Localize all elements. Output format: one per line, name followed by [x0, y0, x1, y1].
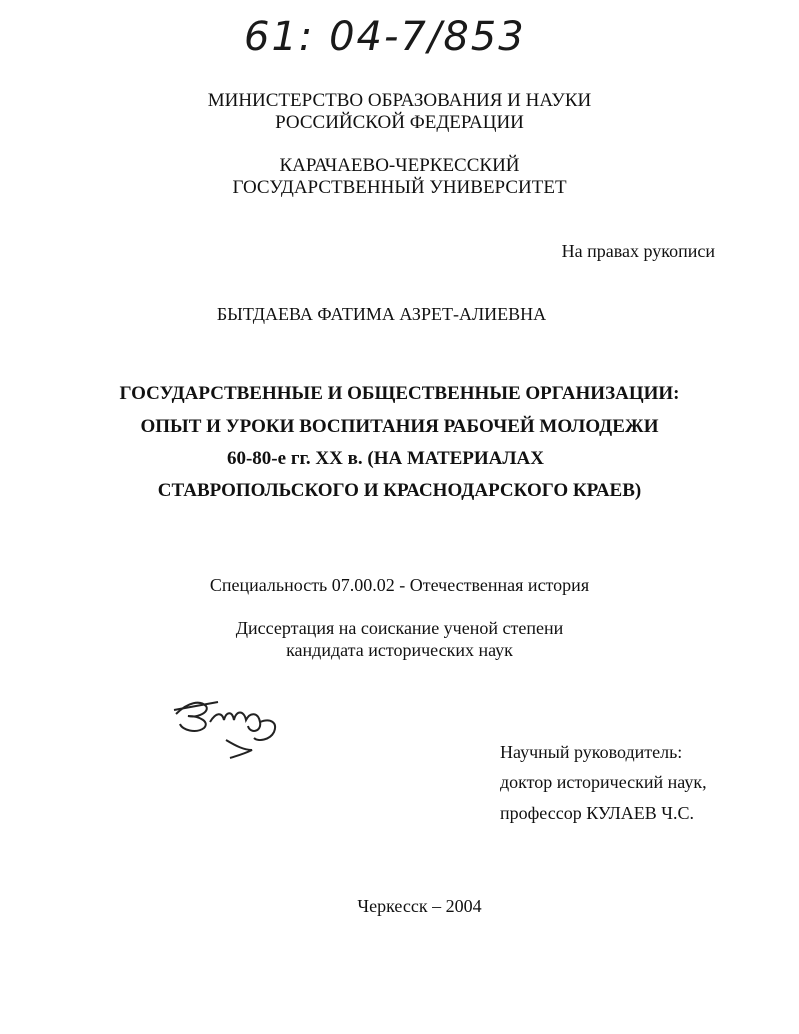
manuscript-note: На правах рукописи	[561, 241, 715, 261]
specialty: Специальность 07.00.02 - Отечественная история	[209, 575, 590, 595]
dissertation-line-1: Диссертация на соискание ученой степени	[235, 618, 564, 638]
university-line-2: ГОСУДАРСТВЕННЫЙ УНИВЕРСИТЕТ	[232, 177, 567, 198]
author-name: БЫТДАЕВА ФАТИМА АЗРЕТ-АЛИЕВНА	[216, 304, 547, 324]
title-line-2: ОПЫТ И УРОКИ ВОСПИТАНИЯ РАБОЧЕЙ МОЛОДЕЖИ	[140, 416, 659, 437]
title-line-1: ГОСУДАРСТВЕННЫЕ И ОБЩЕСТВЕННЫЕ ОРГАНИЗАЦИИ:	[119, 383, 680, 404]
ministry-line-2: РОССИЙСКОЙ ФЕДЕРАЦИИ	[275, 112, 524, 133]
ministry-line-1: МИНИСТЕРСТВО ОБРАЗОВАНИЯ И НАУКИ	[207, 90, 592, 111]
supervisor-name: профессор КУЛАЕВ Ч.С.	[500, 803, 694, 823]
supervisor-label: Научный руководитель:	[500, 742, 683, 762]
supervisor-degree: доктор исторический наук,	[500, 772, 707, 792]
title-line-4: СТАВРОПОЛЬСКОГО И КРАСНОДАРСКОГО КРАЕВ)	[157, 480, 642, 501]
dissertation-line-2: кандидата исторических наук	[286, 640, 513, 660]
archive-code: 61: 04-7/853	[244, 14, 526, 60]
university-line-1: КАРАЧАЕВО-ЧЕРКЕССКИЙ	[279, 155, 520, 176]
place-year: Черкесск – 2004	[357, 896, 482, 916]
title-line-3: 60-80-е гг. ХХ в. (НА МАТЕРИАЛАХ	[226, 448, 545, 469]
archive-code-handwritten	[244, 14, 526, 60]
author-signature	[170, 692, 290, 772]
